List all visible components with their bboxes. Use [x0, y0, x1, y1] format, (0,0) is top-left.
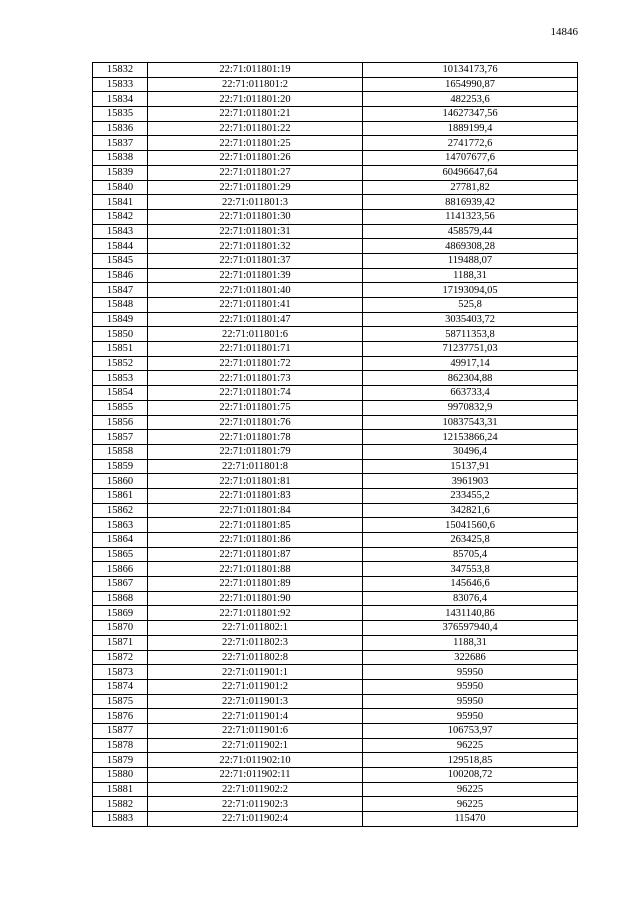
value-cell: 347553,8	[363, 562, 578, 577]
table-row	[93, 694, 578, 709]
cadastral-number-cell: 22:71:011801:87	[148, 547, 363, 562]
value-cell: 14627347,56	[363, 107, 578, 122]
value-cell: 60496647,64	[363, 165, 578, 180]
row-number-cell: 15882	[93, 797, 148, 812]
value-cell: 58711353,8	[363, 327, 578, 342]
value-cell: 115470	[363, 812, 578, 827]
row-number-cell: 15856	[93, 415, 148, 430]
table-row	[93, 723, 578, 738]
row-number-cell: 15838	[93, 151, 148, 166]
table-row	[93, 400, 578, 415]
value-cell: 862304,88	[363, 371, 578, 386]
value-cell: 96225	[363, 738, 578, 753]
table-row	[93, 709, 578, 724]
cadastral-number-cell: 22:71:011902:1	[148, 738, 363, 753]
table-row	[93, 459, 578, 474]
row-number-cell: 15833	[93, 77, 148, 92]
cadastral-number-cell: 22:71:011802:1	[148, 621, 363, 636]
cadastral-number-cell: 22:71:011801:73	[148, 371, 363, 386]
value-cell: 95950	[363, 665, 578, 680]
value-cell: 482253,6	[363, 92, 578, 107]
value-cell: 3961903	[363, 474, 578, 489]
table-row	[93, 621, 578, 636]
table-row	[93, 283, 578, 298]
value-cell: 17193094,05	[363, 283, 578, 298]
value-cell: 1188,31	[363, 268, 578, 283]
value-cell: 85705,4	[363, 547, 578, 562]
cadastral-number-cell: 22:71:011801:71	[148, 342, 363, 357]
data-table	[92, 62, 578, 827]
cadastral-number-cell: 22:71:011801:6	[148, 327, 363, 342]
table-row	[93, 356, 578, 371]
cadastral-number-cell: 22:71:011801:21	[148, 107, 363, 122]
row-number-cell: 15849	[93, 312, 148, 327]
value-cell: 49917,14	[363, 356, 578, 371]
table-row	[93, 782, 578, 797]
table-row	[93, 768, 578, 783]
row-number-cell: 15861	[93, 488, 148, 503]
table-row	[93, 180, 578, 195]
value-cell: 96225	[363, 782, 578, 797]
row-number-cell: 15860	[93, 474, 148, 489]
value-cell: 1188,31	[363, 635, 578, 650]
row-number-cell: 15842	[93, 209, 148, 224]
cadastral-number-cell: 22:71:011801:19	[148, 63, 363, 78]
row-number-cell: 15850	[93, 327, 148, 342]
row-number-cell: 15845	[93, 253, 148, 268]
value-cell: 263425,8	[363, 533, 578, 548]
row-number-cell: 15839	[93, 165, 148, 180]
value-cell: 3035403,72	[363, 312, 578, 327]
cadastral-number-cell: 22:71:011801:83	[148, 488, 363, 503]
value-cell: 1431140,86	[363, 606, 578, 621]
table-body	[93, 63, 578, 827]
row-number-cell: 15862	[93, 503, 148, 518]
table-row	[93, 444, 578, 459]
row-number-cell: 15836	[93, 121, 148, 136]
value-cell: 14707677,6	[363, 151, 578, 166]
table-row	[93, 77, 578, 92]
cadastral-number-cell: 22:71:011801:79	[148, 444, 363, 459]
row-number-cell: 15832	[93, 63, 148, 78]
table-row	[93, 665, 578, 680]
table-row	[93, 268, 578, 283]
table-row	[93, 753, 578, 768]
value-cell: 9970832,9	[363, 400, 578, 415]
row-number-cell: 15866	[93, 562, 148, 577]
table-row	[93, 591, 578, 606]
cadastral-number-cell: 22:71:011801:85	[148, 518, 363, 533]
value-cell: 1141323,56	[363, 209, 578, 224]
table-row	[93, 488, 578, 503]
value-cell: 106753,97	[363, 723, 578, 738]
row-number-cell: 15875	[93, 694, 148, 709]
table-row	[93, 342, 578, 357]
cadastral-number-cell: 22:71:011801:26	[148, 151, 363, 166]
table-row	[93, 415, 578, 430]
value-cell: 8816939,42	[363, 195, 578, 210]
value-cell: 129518,85	[363, 753, 578, 768]
cadastral-number-cell: 22:71:011801:8	[148, 459, 363, 474]
table-row	[93, 195, 578, 210]
row-number-cell: 15883	[93, 812, 148, 827]
table-row	[93, 209, 578, 224]
row-number-cell: 15878	[93, 738, 148, 753]
table-row	[93, 635, 578, 650]
cadastral-number-cell: 22:71:011801:31	[148, 224, 363, 239]
value-cell: 376597940,4	[363, 621, 578, 636]
cadastral-number-cell: 22:71:011802:8	[148, 650, 363, 665]
row-number-cell: 15880	[93, 768, 148, 783]
table-row	[93, 224, 578, 239]
cadastral-number-cell: 22:71:011901:3	[148, 694, 363, 709]
row-number-cell: 15869	[93, 606, 148, 621]
row-number-cell: 15863	[93, 518, 148, 533]
row-number-cell: 15847	[93, 283, 148, 298]
table-row	[93, 253, 578, 268]
row-number-cell: 15843	[93, 224, 148, 239]
table-row	[93, 239, 578, 254]
table-row	[93, 650, 578, 665]
row-number-cell: 15868	[93, 591, 148, 606]
row-number-cell: 15848	[93, 298, 148, 313]
table-row	[93, 606, 578, 621]
table-row	[93, 577, 578, 592]
table-row	[93, 533, 578, 548]
table-row	[93, 797, 578, 812]
value-cell: 2741772,6	[363, 136, 578, 151]
table-row	[93, 474, 578, 489]
cadastral-number-cell: 22:71:011801:76	[148, 415, 363, 430]
table-row	[93, 812, 578, 827]
cadastral-number-cell: 22:71:011902:4	[148, 812, 363, 827]
row-number-cell: 15867	[93, 577, 148, 592]
row-number-cell: 15852	[93, 356, 148, 371]
cadastral-number-cell: 22:71:011802:3	[148, 635, 363, 650]
table-row	[93, 327, 578, 342]
cadastral-number-cell: 22:71:011801:39	[148, 268, 363, 283]
cadastral-number-cell: 22:71:011801:29	[148, 180, 363, 195]
row-number-cell: 15851	[93, 342, 148, 357]
value-cell: 15041560,6	[363, 518, 578, 533]
cadastral-number-cell: 22:71:011801:74	[148, 386, 363, 401]
row-number-cell: 15854	[93, 386, 148, 401]
cadastral-number-cell: 22:71:011801:78	[148, 430, 363, 445]
cadastral-number-cell: 22:71:011801:89	[148, 577, 363, 592]
cadastral-number-cell: 22:71:011902:2	[148, 782, 363, 797]
row-number-cell: 15844	[93, 239, 148, 254]
value-cell: 83076,4	[363, 591, 578, 606]
table-row	[93, 151, 578, 166]
value-cell: 96225	[363, 797, 578, 812]
value-cell: 95950	[363, 679, 578, 694]
page-number: 14846	[550, 26, 578, 38]
cadastral-number-cell: 22:71:011801:30	[148, 209, 363, 224]
table-row	[93, 679, 578, 694]
cadastral-number-cell: 22:71:011902:11	[148, 768, 363, 783]
row-number-cell: 15855	[93, 400, 148, 415]
table-row	[93, 386, 578, 401]
value-cell: 233455,2	[363, 488, 578, 503]
row-number-cell: 15873	[93, 665, 148, 680]
cadastral-number-cell: 22:71:011801:86	[148, 533, 363, 548]
row-number-cell: 15857	[93, 430, 148, 445]
row-number-cell: 15864	[93, 533, 148, 548]
value-cell: 10837543,31	[363, 415, 578, 430]
row-number-cell: 15837	[93, 136, 148, 151]
cadastral-number-cell: 22:71:011801:22	[148, 121, 363, 136]
cadastral-number-cell: 22:71:011801:40	[148, 283, 363, 298]
cadastral-number-cell: 22:71:011801:32	[148, 239, 363, 254]
value-cell: 4869308,28	[363, 239, 578, 254]
row-number-cell: 15874	[93, 679, 148, 694]
row-number-cell: 15865	[93, 547, 148, 562]
row-number-cell: 15835	[93, 107, 148, 122]
value-cell: 15137,91	[363, 459, 578, 474]
cadastral-number-cell: 22:71:011801:27	[148, 165, 363, 180]
cadastral-number-cell: 22:71:011801:81	[148, 474, 363, 489]
row-number-cell: 15879	[93, 753, 148, 768]
row-number-cell: 15876	[93, 709, 148, 724]
value-cell: 30496,4	[363, 444, 578, 459]
cadastral-number-cell: 22:71:011801:88	[148, 562, 363, 577]
table-row	[93, 136, 578, 151]
cadastral-number-cell: 22:71:011801:47	[148, 312, 363, 327]
table-row	[93, 518, 578, 533]
row-number-cell: 15841	[93, 195, 148, 210]
row-number-cell: 15834	[93, 92, 148, 107]
table-row	[93, 738, 578, 753]
row-number-cell: 15846	[93, 268, 148, 283]
value-cell: 322686	[363, 650, 578, 665]
table-row	[93, 503, 578, 518]
value-cell: 119488,07	[363, 253, 578, 268]
cadastral-number-cell: 22:71:011801:90	[148, 591, 363, 606]
table-row	[93, 92, 578, 107]
value-cell: 27781,82	[363, 180, 578, 195]
value-cell: 525,8	[363, 298, 578, 313]
cadastral-number-cell: 22:71:011801:41	[148, 298, 363, 313]
cadastral-number-cell: 22:71:011801:92	[148, 606, 363, 621]
table-row	[93, 298, 578, 313]
cadastral-number-cell: 22:71:011801:2	[148, 77, 363, 92]
value-cell: 71237751,03	[363, 342, 578, 357]
table-row	[93, 63, 578, 78]
cadastral-number-cell: 22:71:011901:1	[148, 665, 363, 680]
table-row	[93, 312, 578, 327]
row-number-cell: 15871	[93, 635, 148, 650]
table-row	[93, 430, 578, 445]
value-cell: 10134173,76	[363, 63, 578, 78]
cadastral-number-cell: 22:71:011801:72	[148, 356, 363, 371]
cadastral-number-cell: 22:71:011801:20	[148, 92, 363, 107]
table-row	[93, 562, 578, 577]
cadastral-number-cell: 22:71:011801:25	[148, 136, 363, 151]
row-number-cell: 15853	[93, 371, 148, 386]
table-row	[93, 371, 578, 386]
table-row	[93, 547, 578, 562]
cadastral-number-cell: 22:71:011801:75	[148, 400, 363, 415]
table-row	[93, 107, 578, 122]
row-number-cell: 15858	[93, 444, 148, 459]
value-cell: 100208,72	[363, 768, 578, 783]
row-number-cell: 15872	[93, 650, 148, 665]
row-number-cell: 15881	[93, 782, 148, 797]
cadastral-number-cell: 22:71:011902:3	[148, 797, 363, 812]
value-cell: 145646,6	[363, 577, 578, 592]
row-number-cell: 15840	[93, 180, 148, 195]
value-cell: 663733,4	[363, 386, 578, 401]
cadastral-number-cell: 22:71:011801:37	[148, 253, 363, 268]
row-number-cell: 15877	[93, 723, 148, 738]
value-cell: 342821,6	[363, 503, 578, 518]
value-cell: 95950	[363, 709, 578, 724]
cadastral-number-cell: 22:71:011901:4	[148, 709, 363, 724]
value-cell: 95950	[363, 694, 578, 709]
cadastral-number-cell: 22:71:011901:2	[148, 679, 363, 694]
cadastral-number-cell: 22:71:011801:84	[148, 503, 363, 518]
cadastral-number-cell: 22:71:011902:10	[148, 753, 363, 768]
value-cell: 1889199,4	[363, 121, 578, 136]
value-cell: 1654990,87	[363, 77, 578, 92]
value-cell: 458579,44	[363, 224, 578, 239]
cadastral-number-cell: 22:71:011801:3	[148, 195, 363, 210]
row-number-cell: 15859	[93, 459, 148, 474]
cadastral-number-cell: 22:71:011901:6	[148, 723, 363, 738]
table-row	[93, 121, 578, 136]
table-row	[93, 165, 578, 180]
value-cell: 12153866,24	[363, 430, 578, 445]
row-number-cell: 15870	[93, 621, 148, 636]
